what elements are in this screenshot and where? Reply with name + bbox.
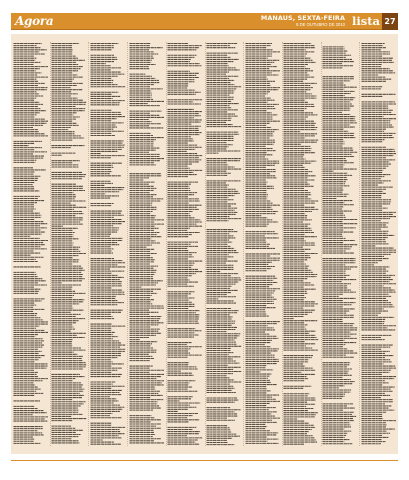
listing-column bbox=[167, 42, 203, 446]
column-divider bbox=[282, 42, 283, 446]
listing-column bbox=[206, 42, 242, 446]
listing-lines bbox=[361, 44, 396, 444]
listing-column bbox=[13, 42, 49, 446]
listing-column-text bbox=[206, 42, 242, 446]
listing-column bbox=[90, 42, 126, 446]
listing-column-text bbox=[245, 42, 281, 446]
listing-column bbox=[322, 42, 358, 446]
listing-column-text bbox=[129, 42, 165, 446]
listing-column bbox=[51, 42, 87, 446]
section-label: lista bbox=[352, 14, 380, 28]
column-divider bbox=[321, 42, 322, 446]
column-divider bbox=[359, 42, 360, 446]
listing-lines bbox=[90, 44, 125, 445]
footer-rule bbox=[11, 460, 398, 461]
column-divider bbox=[88, 42, 89, 446]
listing-lines bbox=[52, 44, 87, 443]
listing-column-text bbox=[90, 42, 126, 446]
page-header bbox=[11, 13, 398, 30]
name-listing bbox=[11, 34, 398, 454]
column-divider bbox=[166, 42, 167, 446]
listing-column bbox=[245, 42, 281, 446]
newspaper-logo: Agora bbox=[15, 14, 54, 28]
listing-column-text bbox=[51, 42, 87, 446]
column-divider bbox=[127, 42, 128, 446]
listing-column bbox=[283, 42, 319, 446]
listing-column-text bbox=[283, 42, 319, 446]
listing-column-text bbox=[322, 42, 358, 446]
listing-lines bbox=[168, 44, 203, 445]
dateline-date: 8 DE OUTUBRO DE 2010 bbox=[296, 22, 345, 27]
listing-lines bbox=[207, 44, 242, 445]
column-divider bbox=[205, 42, 206, 446]
listing-lines bbox=[284, 44, 319, 445]
listing-lines bbox=[245, 44, 280, 444]
column-divider bbox=[243, 42, 244, 446]
listing-lines bbox=[129, 44, 164, 443]
dateline bbox=[261, 14, 345, 27]
column-divider bbox=[50, 42, 51, 446]
page-number: 27 bbox=[382, 13, 398, 30]
listing-lines bbox=[13, 44, 48, 444]
listing-column-text bbox=[13, 42, 49, 446]
listing-column bbox=[129, 42, 165, 446]
listing-column bbox=[361, 42, 397, 446]
listing-lines bbox=[323, 47, 358, 444]
listing-column-text bbox=[361, 42, 397, 446]
listing-column-text bbox=[167, 42, 203, 446]
dateline-city-day: MANAUS, SEXTA-FEIRA bbox=[260, 14, 345, 22]
